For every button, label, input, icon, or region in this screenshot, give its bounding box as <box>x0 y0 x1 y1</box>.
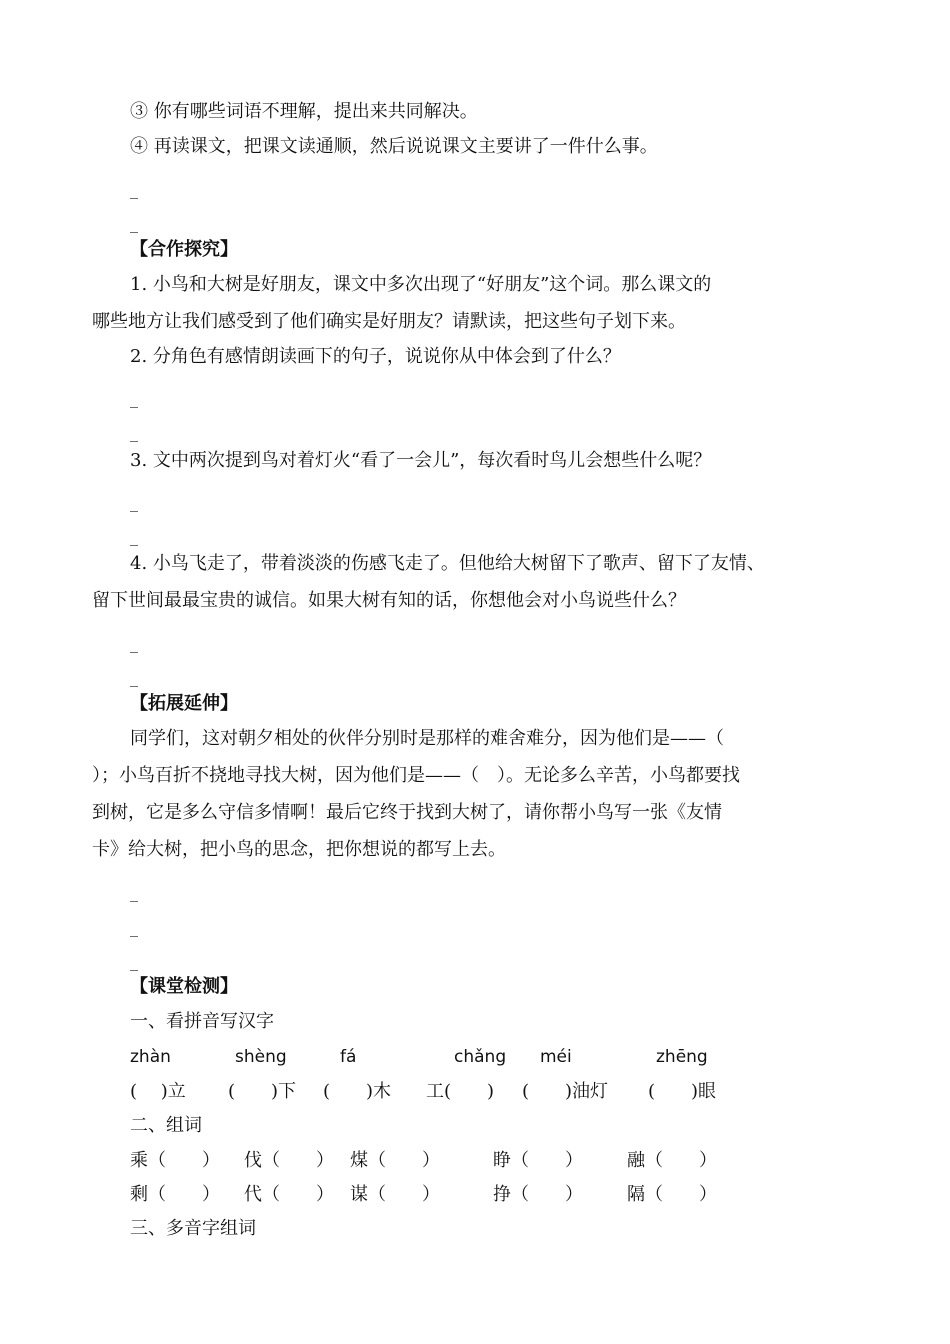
section-heading-test: 【课堂检测】 <box>130 976 238 997</box>
ext-line3: 到树，它是多么守信多情啊！最后它终于找到大树了，请你帮小鸟写一张《友情 <box>92 802 722 823</box>
section-heading-coop: 【合作探究】 <box>130 239 238 260</box>
pre-item-4: ④ 再读课文，把课文读通顺，然后说说课文主要讲了一件什么事。 <box>130 136 658 157</box>
pinyin-blank: ( )眼 <box>648 1081 717 1102</box>
test-part3-title: 三、多音字组词 <box>130 1218 256 1239</box>
word-blank: 煤（ ） <box>350 1150 440 1171</box>
word-blank: 剩（ ） <box>130 1184 220 1205</box>
ext-line4: 卡》给大树，把小鸟的思念，把你想说的都写上去。 <box>92 839 506 860</box>
word-blank: 谋（ ） <box>350 1184 440 1205</box>
pre-item-3: ③ 你有哪些词语不理解，提出来共同解决。 <box>130 101 478 122</box>
coop-q1-line2: 哪些地方让我们感受到了他们确实是好朋友？请默读，把这些句子划下来。 <box>92 311 686 332</box>
pinyin-label: chǎng <box>454 1047 507 1067</box>
ext-line2: ）；小鸟百折不挠地寻找大树，因为他们是——（ ）。无论多么辛苦，小鸟都要找 <box>92 765 740 786</box>
answer-line: _ <box>130 180 138 199</box>
ext-line1: 同学们，这对朝夕相处的伙伴分别时是那样的难舍难分，因为他们是——（ <box>130 728 724 749</box>
coop-q3: 3. 文中两次提到鸟对着灯火“看了一会儿”，每次看时鸟儿会想些什么呢？ <box>130 450 712 471</box>
word-blank: 睁（ ） <box>493 1150 583 1171</box>
answer-line: _ <box>130 634 138 653</box>
word-blank: 代（ ） <box>244 1184 334 1205</box>
answer-line: _ <box>130 214 138 233</box>
pinyin-blank: ( )下 <box>228 1081 297 1102</box>
answer-line: _ <box>130 527 138 546</box>
pinyin-blank: ( )油灯 <box>522 1081 609 1102</box>
pinyin-blank: ( )立 <box>130 1081 186 1102</box>
pinyin-blank: ( )木 <box>323 1081 392 1102</box>
pinyin-blank: 工( ) <box>426 1081 495 1102</box>
pinyin-label: shèng <box>235 1047 287 1067</box>
word-blank: 隔（ ） <box>627 1184 717 1205</box>
coop-q2: 2. 分角色有感情朗读画下的句子，说说你从中体会到了什么？ <box>130 346 621 367</box>
pinyin-label: zhēng <box>656 1047 708 1067</box>
pinyin-label: zhàn <box>130 1047 171 1067</box>
answer-line: _ <box>130 493 138 512</box>
coop-q1-line1: 1. 小鸟和大树是好朋友，课文中多次出现了“好朋友”这个词。那么课文的 <box>130 274 712 295</box>
coop-q4-line2: 留下世间最最宝贵的诚信。如果大树有知的话，你想他会对小鸟说些什么？ <box>92 590 686 611</box>
word-blank: 伐（ ） <box>244 1150 334 1171</box>
answer-line: _ <box>130 883 138 902</box>
answer-line: _ <box>130 423 138 442</box>
word-blank: 融（ ） <box>627 1150 717 1171</box>
answer-line: _ <box>130 952 138 971</box>
word-blank: 挣（ ） <box>493 1184 583 1205</box>
answer-line: _ <box>130 918 138 937</box>
section-heading-ext: 【拓展延伸】 <box>130 693 238 714</box>
answer-line: _ <box>130 389 138 408</box>
pinyin-label: fá <box>340 1047 357 1067</box>
answer-line: _ <box>130 668 138 687</box>
word-blank: 乘（ ） <box>130 1150 220 1171</box>
pinyin-label: méi <box>540 1047 572 1067</box>
test-part1-title: 一、看拼音写汉字 <box>130 1011 274 1032</box>
coop-q4-line1: 4. 小鸟飞走了，带着淡淡的伤感飞走了。但他给大树留下了歌声、留下了友情、 <box>130 553 765 574</box>
test-part2-title: 二、组词 <box>130 1115 202 1136</box>
